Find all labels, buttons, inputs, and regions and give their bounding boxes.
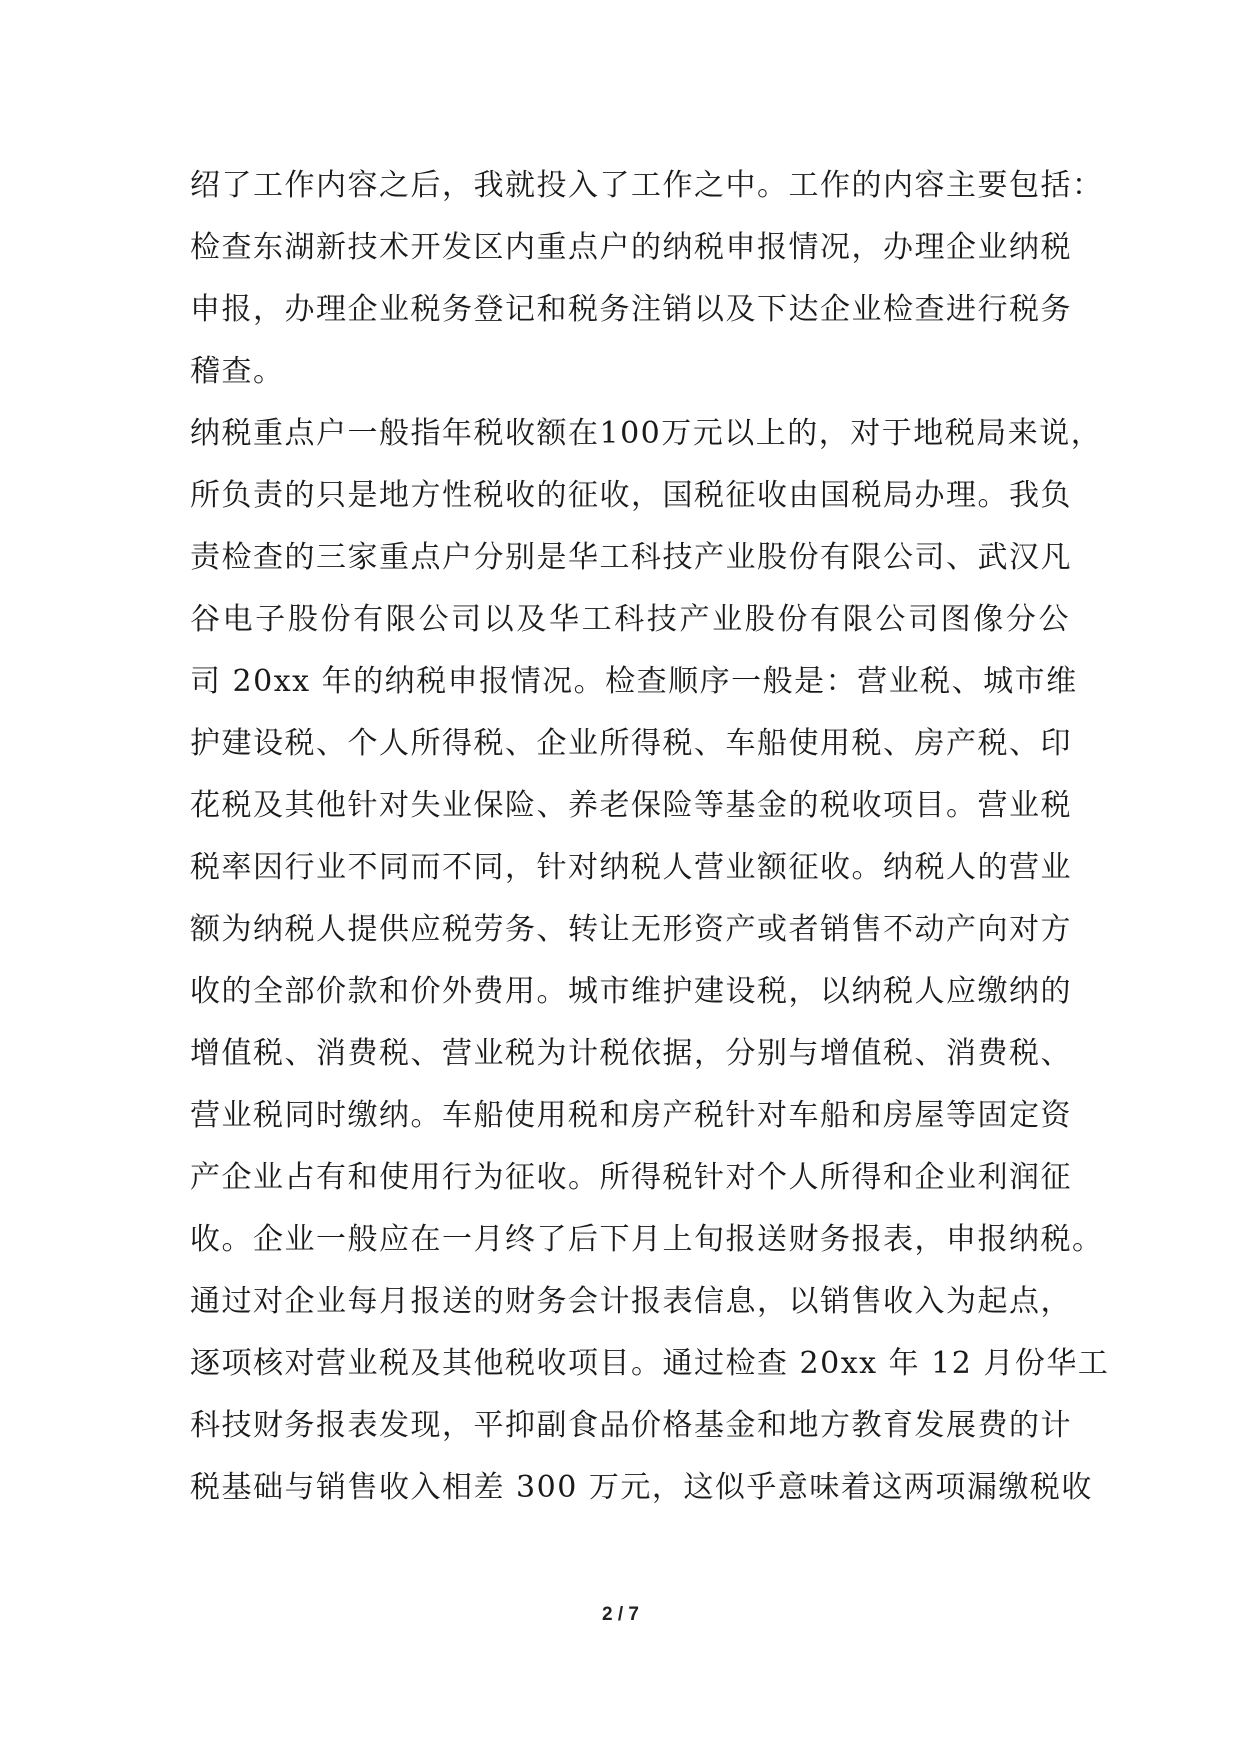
page-number: 2 / 7 — [602, 1604, 639, 1625]
text-line: 收的全部价款和价外费用。城市维护建设税，以纳税人应缴纳的 — [190, 974, 1072, 1009]
body-text — [190, 155, 1110, 1519]
text-line: 所负责的只是地方性税收的征收，国税征收由国税局办理。我负 — [190, 478, 1072, 513]
text-line: 增值税、消费税、营业税为计税依据，分别与增值税、消费税、 — [190, 1036, 1072, 1071]
text-line: 责检查的三家重点户分别是华工科技产业股份有限公司、武汉凡 — [190, 540, 1072, 575]
text-line: 申报，办理企业税务登记和税务注销以及下达企业检查进行税务 — [190, 292, 1072, 327]
text-line: 通过对企业每月报送的财务会计报表信息，以销售收入为起点， — [190, 1284, 1072, 1319]
text-line: 收。企业一般应在一月终了后下月上旬报送财务报表，申报纳税。 — [190, 1222, 1104, 1257]
text-line: 花税及其他针对失业保险、养老保险等基金的税收项目。营业税 — [190, 788, 1072, 823]
text-line: 税率因行业不同而不同，针对纳税人营业额征收。纳税人的营业 — [190, 850, 1072, 885]
text-line: 护建设税、个人所得税、企业所得税、车船使用税、房产税、印 — [190, 726, 1072, 761]
text-line: 稽查。 — [190, 354, 285, 389]
text-line: 逐项核对营业税及其他税收项目。通过检查 20xx 年 12 月份华工 — [190, 1346, 1110, 1381]
text-line: 纳税重点户一般指年税收额在100万元以上的，对于地税局来说， — [190, 416, 1103, 451]
text-line: 税基础与销售收入相差 300 万元，这似乎意味着这两项漏缴税收 — [190, 1470, 1093, 1505]
text-line: 谷电子股份有限公司以及华工科技产业股份有限公司图像分公 — [190, 602, 1070, 637]
text-line: 科技财务报表发现，平抑副食品价格基金和地方教育发展费的计 — [190, 1408, 1072, 1443]
text-line: 检查东湖新技术开发区内重点户的纳税申报情况，办理企业纳税 — [190, 230, 1072, 265]
text-line: 额为纳税人提供应税劳务、转让无形资产或者销售不动产向对方 — [190, 912, 1072, 947]
text-line: 营业税同时缴纳。车船使用税和房产税针对车船和房屋等固定资 — [190, 1098, 1072, 1133]
text-line: 产企业占有和使用行为征收。所得税针对个人所得和企业利润征 — [190, 1160, 1072, 1195]
text-line: 绍了工作内容之后，我就投入了工作之中。工作的内容主要包括： — [190, 168, 1104, 203]
text-line: 司 20xx 年的纳税申报情况。检查顺序一般是：营业税、城市维 — [190, 664, 1078, 699]
